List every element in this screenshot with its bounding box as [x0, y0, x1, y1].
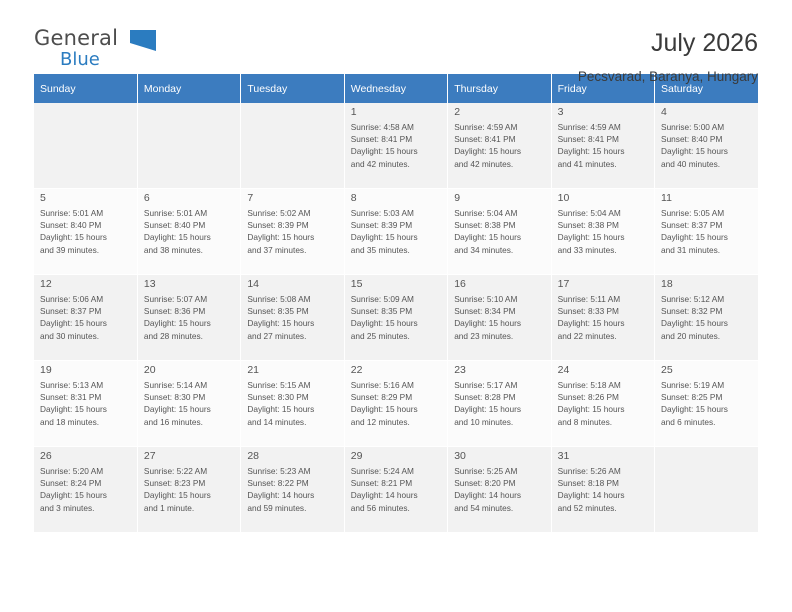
- weekday-header-friday: Friday: [551, 74, 654, 103]
- day-info-line: and 34 minutes.: [454, 244, 514, 255]
- calendar-cell: [551, 361, 654, 447]
- day-info-line: Daylight: 15 hours: [454, 404, 522, 415]
- day-info-line: Sunrise: 5:12 AM: [661, 294, 725, 304]
- calendar-cell: [655, 447, 758, 533]
- calendar-cell: [344, 275, 447, 361]
- day-info: [247, 379, 338, 428]
- day-number: 15: [350, 278, 363, 290]
- day-info-line: Sunrise: 5:10 AM: [454, 294, 518, 304]
- day-number: 18: [661, 278, 673, 290]
- day-info-line: Sunset: 8:31 PM: [40, 392, 102, 403]
- day-info-line: and 22 minutes.: [557, 330, 617, 341]
- day-info-line: and 23 minutes.: [454, 330, 514, 341]
- day-info-line: and 28 minutes.: [143, 330, 203, 341]
- day-info: [558, 207, 649, 256]
- day-info-line: Sunset: 8:41 PM: [350, 134, 413, 145]
- day-info-line: Daylight: 15 hours: [454, 232, 522, 243]
- day-cell-27[interactable]: [138, 447, 240, 532]
- day-info: [144, 379, 235, 428]
- day-info-line: Sunset: 8:41 PM: [454, 134, 516, 145]
- day-info-line: and 30 minutes.: [40, 330, 100, 341]
- day-number: 23: [454, 364, 466, 376]
- day-info-line: Daylight: 15 hours: [557, 232, 625, 243]
- day-cell-11[interactable]: [655, 189, 758, 274]
- day-info: [558, 465, 649, 514]
- day-info-line: Daylight: 15 hours: [40, 490, 107, 501]
- day-info-line: Daylight: 14 hours: [557, 490, 625, 501]
- day-info-line: Daylight: 15 hours: [557, 404, 625, 415]
- title-block: [578, 28, 758, 84]
- day-info-line: and 40 minutes.: [661, 158, 721, 169]
- day-info: [661, 207, 753, 256]
- day-info-line: Sunset: 8:24 PM: [40, 478, 102, 489]
- day-info-line: Daylight: 15 hours: [350, 404, 418, 415]
- day-info-line: Daylight: 15 hours: [454, 146, 522, 157]
- calendar-cell: [448, 447, 551, 533]
- day-info-line: Sunrise: 5:01 AM: [143, 208, 208, 218]
- day-number: 20: [143, 364, 156, 376]
- calendar-cell: [34, 275, 137, 361]
- day-info-line: Sunrise: 5:16 AM: [350, 380, 414, 390]
- calendar-cell: [34, 361, 137, 447]
- day-info: [351, 379, 442, 428]
- day-info-line: and 33 minutes.: [557, 244, 617, 255]
- day-cell-9[interactable]: [448, 189, 550, 274]
- day-cell-5[interactable]: [34, 189, 137, 274]
- day-info: [40, 207, 132, 256]
- calendar-cell: [34, 189, 137, 275]
- calendar-cell: [655, 275, 758, 361]
- day-cell-empty: [34, 103, 137, 188]
- day-number: 29: [350, 450, 363, 462]
- day-info-line: Sunset: 8:34 PM: [454, 306, 516, 317]
- calendar-cell: [344, 361, 447, 447]
- day-info-line: and 20 minutes.: [661, 330, 721, 341]
- calendar-body: [34, 103, 758, 533]
- day-info-line: and 3 minutes.: [40, 502, 95, 513]
- day-info-line: Sunrise: 5:04 AM: [454, 208, 518, 218]
- day-info-line: Sunset: 8:29 PM: [350, 392, 413, 403]
- day-info: [40, 293, 132, 342]
- day-info-line: Daylight: 15 hours: [557, 146, 625, 157]
- day-info-line: Sunrise: 5:17 AM: [454, 380, 518, 390]
- generalblue-logo: [34, 28, 154, 76]
- day-info-line: and 10 minutes.: [454, 416, 514, 427]
- day-info-line: Daylight: 15 hours: [661, 146, 728, 157]
- day-info-line: Sunset: 8:39 PM: [350, 220, 413, 231]
- day-cell-8[interactable]: [345, 189, 447, 274]
- day-number: 2: [454, 106, 461, 118]
- day-info-line: and 14 minutes.: [247, 416, 307, 427]
- logo-general-text: General: [34, 26, 119, 50]
- day-info-line: Sunset: 8:36 PM: [143, 306, 206, 317]
- day-cell-25[interactable]: [655, 361, 758, 446]
- day-info-line: Sunset: 8:38 PM: [557, 220, 619, 231]
- day-info-line: Sunrise: 5:24 AM: [350, 466, 414, 476]
- calendar-cell: [241, 447, 344, 533]
- day-info: [351, 293, 442, 342]
- day-info-line: Sunrise: 5:03 AM: [350, 208, 414, 218]
- day-info-line: Sunrise: 5:25 AM: [454, 466, 518, 476]
- day-info-line: Sunset: 8:40 PM: [143, 220, 206, 231]
- day-info-line: Sunset: 8:37 PM: [40, 306, 102, 317]
- day-info-line: Sunrise: 5:14 AM: [143, 380, 208, 390]
- calendar-cell: [551, 447, 654, 533]
- calendar-cell: [137, 103, 240, 189]
- calendar-cell: [241, 103, 344, 189]
- day-info-line: Daylight: 15 hours: [143, 232, 211, 243]
- day-info-line: Daylight: 15 hours: [40, 318, 107, 329]
- day-cell-4[interactable]: [655, 103, 758, 188]
- day-info-line: Sunset: 8:35 PM: [247, 306, 309, 317]
- weekday-header-saturday: Saturday: [655, 74, 758, 103]
- day-info: [661, 379, 753, 428]
- weekday-header-monday: Monday: [137, 74, 240, 103]
- day-info-line: Sunset: 8:23 PM: [143, 478, 206, 489]
- day-info-line: Daylight: 15 hours: [350, 146, 418, 157]
- day-info-line: and 41 minutes.: [557, 158, 617, 169]
- calendar-cell: [551, 275, 654, 361]
- calendar-cell: [344, 103, 447, 189]
- calendar-cell: [241, 275, 344, 361]
- day-info-line: Sunset: 8:30 PM: [143, 392, 206, 403]
- day-cell-24[interactable]: [552, 361, 654, 446]
- page-title: July 2026: [650, 29, 758, 57]
- day-info-line: Daylight: 15 hours: [350, 232, 418, 243]
- day-cell-3[interactable]: [552, 103, 654, 188]
- day-number: 11: [661, 192, 672, 204]
- day-info-line: Sunrise: 5:26 AM: [557, 466, 621, 476]
- day-info-line: and 18 minutes.: [40, 416, 100, 427]
- day-info: [40, 465, 132, 514]
- day-info-line: Sunrise: 5:09 AM: [350, 294, 414, 304]
- day-info-line: and 27 minutes.: [247, 330, 307, 341]
- calendar-cell: [551, 103, 654, 189]
- day-number: 24: [557, 364, 570, 376]
- day-info-line: Daylight: 15 hours: [557, 318, 625, 329]
- day-cell-19[interactable]: [34, 361, 137, 446]
- day-info-line: Daylight: 15 hours: [143, 318, 211, 329]
- day-cell-31[interactable]: [552, 447, 654, 532]
- day-info-line: Daylight: 15 hours: [143, 490, 211, 501]
- calendar-week-row: [34, 103, 758, 189]
- day-info-line: Daylight: 15 hours: [247, 404, 315, 415]
- calendar-cell: [137, 189, 240, 275]
- day-info-line: Daylight: 15 hours: [661, 318, 728, 329]
- day-info-line: Daylight: 15 hours: [661, 232, 728, 243]
- day-info: [144, 207, 235, 256]
- day-info-line: Sunrise: 5:00 AM: [661, 122, 725, 132]
- day-info-line: and 16 minutes.: [143, 416, 203, 427]
- day-info-line: Daylight: 15 hours: [40, 232, 107, 243]
- day-info-line: Sunrise: 5:01 AM: [40, 208, 104, 218]
- day-info-line: Sunrise: 4:59 AM: [454, 122, 518, 132]
- day-cell-empty: [241, 103, 343, 188]
- day-info-line: Sunset: 8:35 PM: [350, 306, 413, 317]
- day-info-line: and 37 minutes.: [247, 244, 307, 255]
- day-number: 13: [143, 278, 156, 290]
- day-info-line: Sunset: 8:26 PM: [557, 392, 619, 403]
- day-info-line: Daylight: 15 hours: [454, 318, 522, 329]
- calendar-week-row: [34, 361, 758, 447]
- day-info-line: and 59 minutes.: [247, 502, 307, 513]
- day-info-line: Sunset: 8:40 PM: [661, 134, 723, 145]
- calendar-cell: [137, 447, 240, 533]
- day-cell-15[interactable]: [345, 275, 447, 360]
- day-info: [454, 379, 545, 428]
- flag-icon: [130, 30, 156, 51]
- day-info: [351, 121, 442, 170]
- calendar-cell: [655, 189, 758, 275]
- calendar-cell: [137, 275, 240, 361]
- calendar-cell: [448, 275, 551, 361]
- day-cell-20[interactable]: [138, 361, 240, 446]
- day-info-line: and 1 minute.: [143, 502, 195, 513]
- day-number: 27: [143, 450, 156, 462]
- day-info-line: and 42 minutes.: [350, 158, 410, 169]
- day-cell-12[interactable]: [34, 275, 137, 360]
- day-info: [454, 121, 545, 170]
- calendar-cell: [448, 103, 551, 189]
- logo-blue-text: Blue: [60, 49, 100, 70]
- day-info: [454, 465, 545, 514]
- day-info-line: Sunset: 8:40 PM: [40, 220, 102, 231]
- calendar-cell: [448, 361, 551, 447]
- day-cell-6[interactable]: [138, 189, 240, 274]
- calendar-table: [34, 74, 758, 533]
- day-info-line: Sunset: 8:20 PM: [454, 478, 516, 489]
- day-info-line: Sunrise: 5:02 AM: [247, 208, 311, 218]
- day-info-line: Sunset: 8:18 PM: [557, 478, 619, 489]
- day-info-line: Sunrise: 5:22 AM: [143, 466, 208, 476]
- day-info-line: Sunrise: 4:58 AM: [350, 122, 414, 132]
- day-cell-30[interactable]: [448, 447, 550, 532]
- day-cell-29[interactable]: [345, 447, 447, 532]
- day-info-line: and 38 minutes.: [143, 244, 203, 255]
- day-info-line: Sunrise: 5:05 AM: [661, 208, 725, 218]
- day-info-line: Sunset: 8:37 PM: [661, 220, 723, 231]
- day-info-line: Sunrise: 5:20 AM: [40, 466, 104, 476]
- day-info: [454, 293, 545, 342]
- calendar-cell: [551, 189, 654, 275]
- day-number: 7: [247, 192, 254, 204]
- day-number: 19: [40, 364, 52, 376]
- day-cell-21[interactable]: [241, 361, 343, 446]
- day-info-line: and 8 minutes.: [557, 416, 613, 427]
- day-cell-empty: [655, 447, 758, 532]
- day-info: [558, 293, 649, 342]
- day-info-line: Sunset: 8:38 PM: [454, 220, 516, 231]
- day-number: 10: [557, 192, 570, 204]
- day-number: 22: [350, 364, 363, 376]
- weekday-header-wednesday: Wednesday: [344, 74, 447, 103]
- day-number: 6: [143, 192, 150, 204]
- day-info-line: Sunrise: 5:19 AM: [661, 380, 725, 390]
- day-info: [247, 465, 338, 514]
- day-info-line: Daylight: 15 hours: [40, 404, 107, 415]
- day-info: [661, 121, 753, 170]
- day-info-line: Sunrise: 5:07 AM: [143, 294, 208, 304]
- day-info-line: and 42 minutes.: [454, 158, 514, 169]
- day-info-line: Sunrise: 5:06 AM: [40, 294, 104, 304]
- day-cell-10[interactable]: [552, 189, 654, 274]
- day-cell-26[interactable]: [34, 447, 137, 532]
- day-number: 12: [40, 278, 52, 290]
- weekday-header-sunday: Sunday: [34, 74, 137, 103]
- calendar-cell: [344, 447, 447, 533]
- day-number: 16: [454, 278, 466, 290]
- day-info-line: and 35 minutes.: [350, 244, 410, 255]
- day-info: [454, 207, 545, 256]
- day-info: [558, 379, 649, 428]
- day-number: 28: [247, 450, 260, 462]
- day-number: 9: [454, 192, 461, 204]
- day-number: 4: [661, 106, 667, 118]
- day-info-line: and 52 minutes.: [557, 502, 617, 513]
- day-cell-empty: [138, 103, 240, 188]
- weekday-header-tuesday: Tuesday: [241, 74, 344, 103]
- day-info: [247, 293, 338, 342]
- day-cell-18[interactable]: [655, 275, 758, 360]
- day-cell-1[interactable]: [345, 103, 447, 188]
- calendar-cell: [655, 103, 758, 189]
- day-number: 1: [350, 106, 357, 118]
- day-info: [247, 207, 338, 256]
- day-cell-23[interactable]: [448, 361, 550, 446]
- day-info-line: Daylight: 15 hours: [247, 318, 315, 329]
- day-cell-16[interactable]: [448, 275, 550, 360]
- calendar-cell: [137, 361, 240, 447]
- calendar-cell: [34, 447, 137, 533]
- day-info: [661, 293, 753, 342]
- day-cell-28[interactable]: [241, 447, 343, 532]
- day-info: [351, 207, 442, 256]
- day-info-line: Sunrise: 5:11 AM: [557, 294, 621, 304]
- day-number: 3: [557, 106, 564, 118]
- calendar-cell: [344, 189, 447, 275]
- day-cell-14[interactable]: [241, 275, 343, 360]
- day-info-line: Sunrise: 5:04 AM: [557, 208, 621, 218]
- day-cell-13[interactable]: [138, 275, 240, 360]
- day-info-line: Sunrise: 5:13 AM: [40, 380, 104, 390]
- day-info-line: Daylight: 15 hours: [350, 318, 418, 329]
- day-info: [40, 379, 132, 428]
- calendar-week-row: [34, 275, 758, 361]
- day-cell-2[interactable]: [448, 103, 550, 188]
- day-cell-22[interactable]: [345, 361, 447, 446]
- day-info-line: Sunset: 8:33 PM: [557, 306, 619, 317]
- day-info-line: and 31 minutes.: [661, 244, 721, 255]
- calendar-week-row: [34, 189, 758, 275]
- day-info-line: and 39 minutes.: [40, 244, 100, 255]
- day-info-line: Sunrise: 5:23 AM: [247, 466, 311, 476]
- day-info-line: Daylight: 15 hours: [143, 404, 211, 415]
- day-number: 21: [247, 364, 260, 376]
- day-info-line: Sunrise: 4:59 AM: [557, 122, 621, 132]
- day-number: 8: [350, 192, 357, 204]
- day-info-line: and 56 minutes.: [350, 502, 410, 513]
- day-info-line: Sunset: 8:22 PM: [247, 478, 309, 489]
- calendar-week-row: [34, 447, 758, 533]
- day-info: [351, 465, 442, 514]
- day-info-line: Sunset: 8:30 PM: [247, 392, 309, 403]
- day-info-line: and 12 minutes.: [350, 416, 410, 427]
- day-info-line: Sunset: 8:39 PM: [247, 220, 309, 231]
- calendar-cell: [448, 189, 551, 275]
- day-info-line: Sunset: 8:28 PM: [454, 392, 516, 403]
- day-info-line: Sunset: 8:25 PM: [661, 392, 723, 403]
- day-info: [144, 465, 235, 514]
- day-info-line: and 25 minutes.: [350, 330, 410, 341]
- day-info-line: and 54 minutes.: [454, 502, 514, 513]
- day-info-line: Daylight: 14 hours: [454, 490, 522, 501]
- calendar-cell: [34, 103, 137, 189]
- day-cell-7[interactable]: [241, 189, 343, 274]
- calendar-cell: [241, 189, 344, 275]
- day-info-line: and 6 minutes.: [661, 416, 716, 427]
- day-number: 31: [557, 450, 570, 462]
- day-number: 5: [40, 192, 46, 204]
- day-info-line: Sunset: 8:41 PM: [557, 134, 619, 145]
- calendar-cell: [655, 361, 758, 447]
- day-info: [558, 121, 649, 170]
- day-number: 17: [557, 278, 570, 290]
- day-info-line: Daylight: 14 hours: [247, 490, 315, 501]
- day-info-line: Sunrise: 5:08 AM: [247, 294, 311, 304]
- page-header: [34, 0, 758, 84]
- day-number: 25: [661, 364, 673, 376]
- day-info-line: Sunrise: 5:18 AM: [557, 380, 621, 390]
- day-cell-17[interactable]: [552, 275, 654, 360]
- day-info-line: Sunrise: 5:15 AM: [247, 380, 311, 390]
- day-info: [144, 293, 235, 342]
- day-number: 30: [454, 450, 466, 462]
- day-info-line: Daylight: 15 hours: [661, 404, 728, 415]
- day-info-line: Sunset: 8:21 PM: [350, 478, 413, 489]
- day-number: 14: [247, 278, 260, 290]
- location-subtitle: Pecsvarad, Baranya, Hungary: [577, 68, 758, 84]
- day-number: 26: [40, 450, 52, 462]
- day-info-line: Daylight: 15 hours: [247, 232, 315, 243]
- day-info-line: Daylight: 14 hours: [350, 490, 418, 501]
- day-info-line: Sunset: 8:32 PM: [661, 306, 723, 317]
- calendar-cell: [241, 361, 344, 447]
- weekday-header-thursday: Thursday: [448, 74, 551, 103]
